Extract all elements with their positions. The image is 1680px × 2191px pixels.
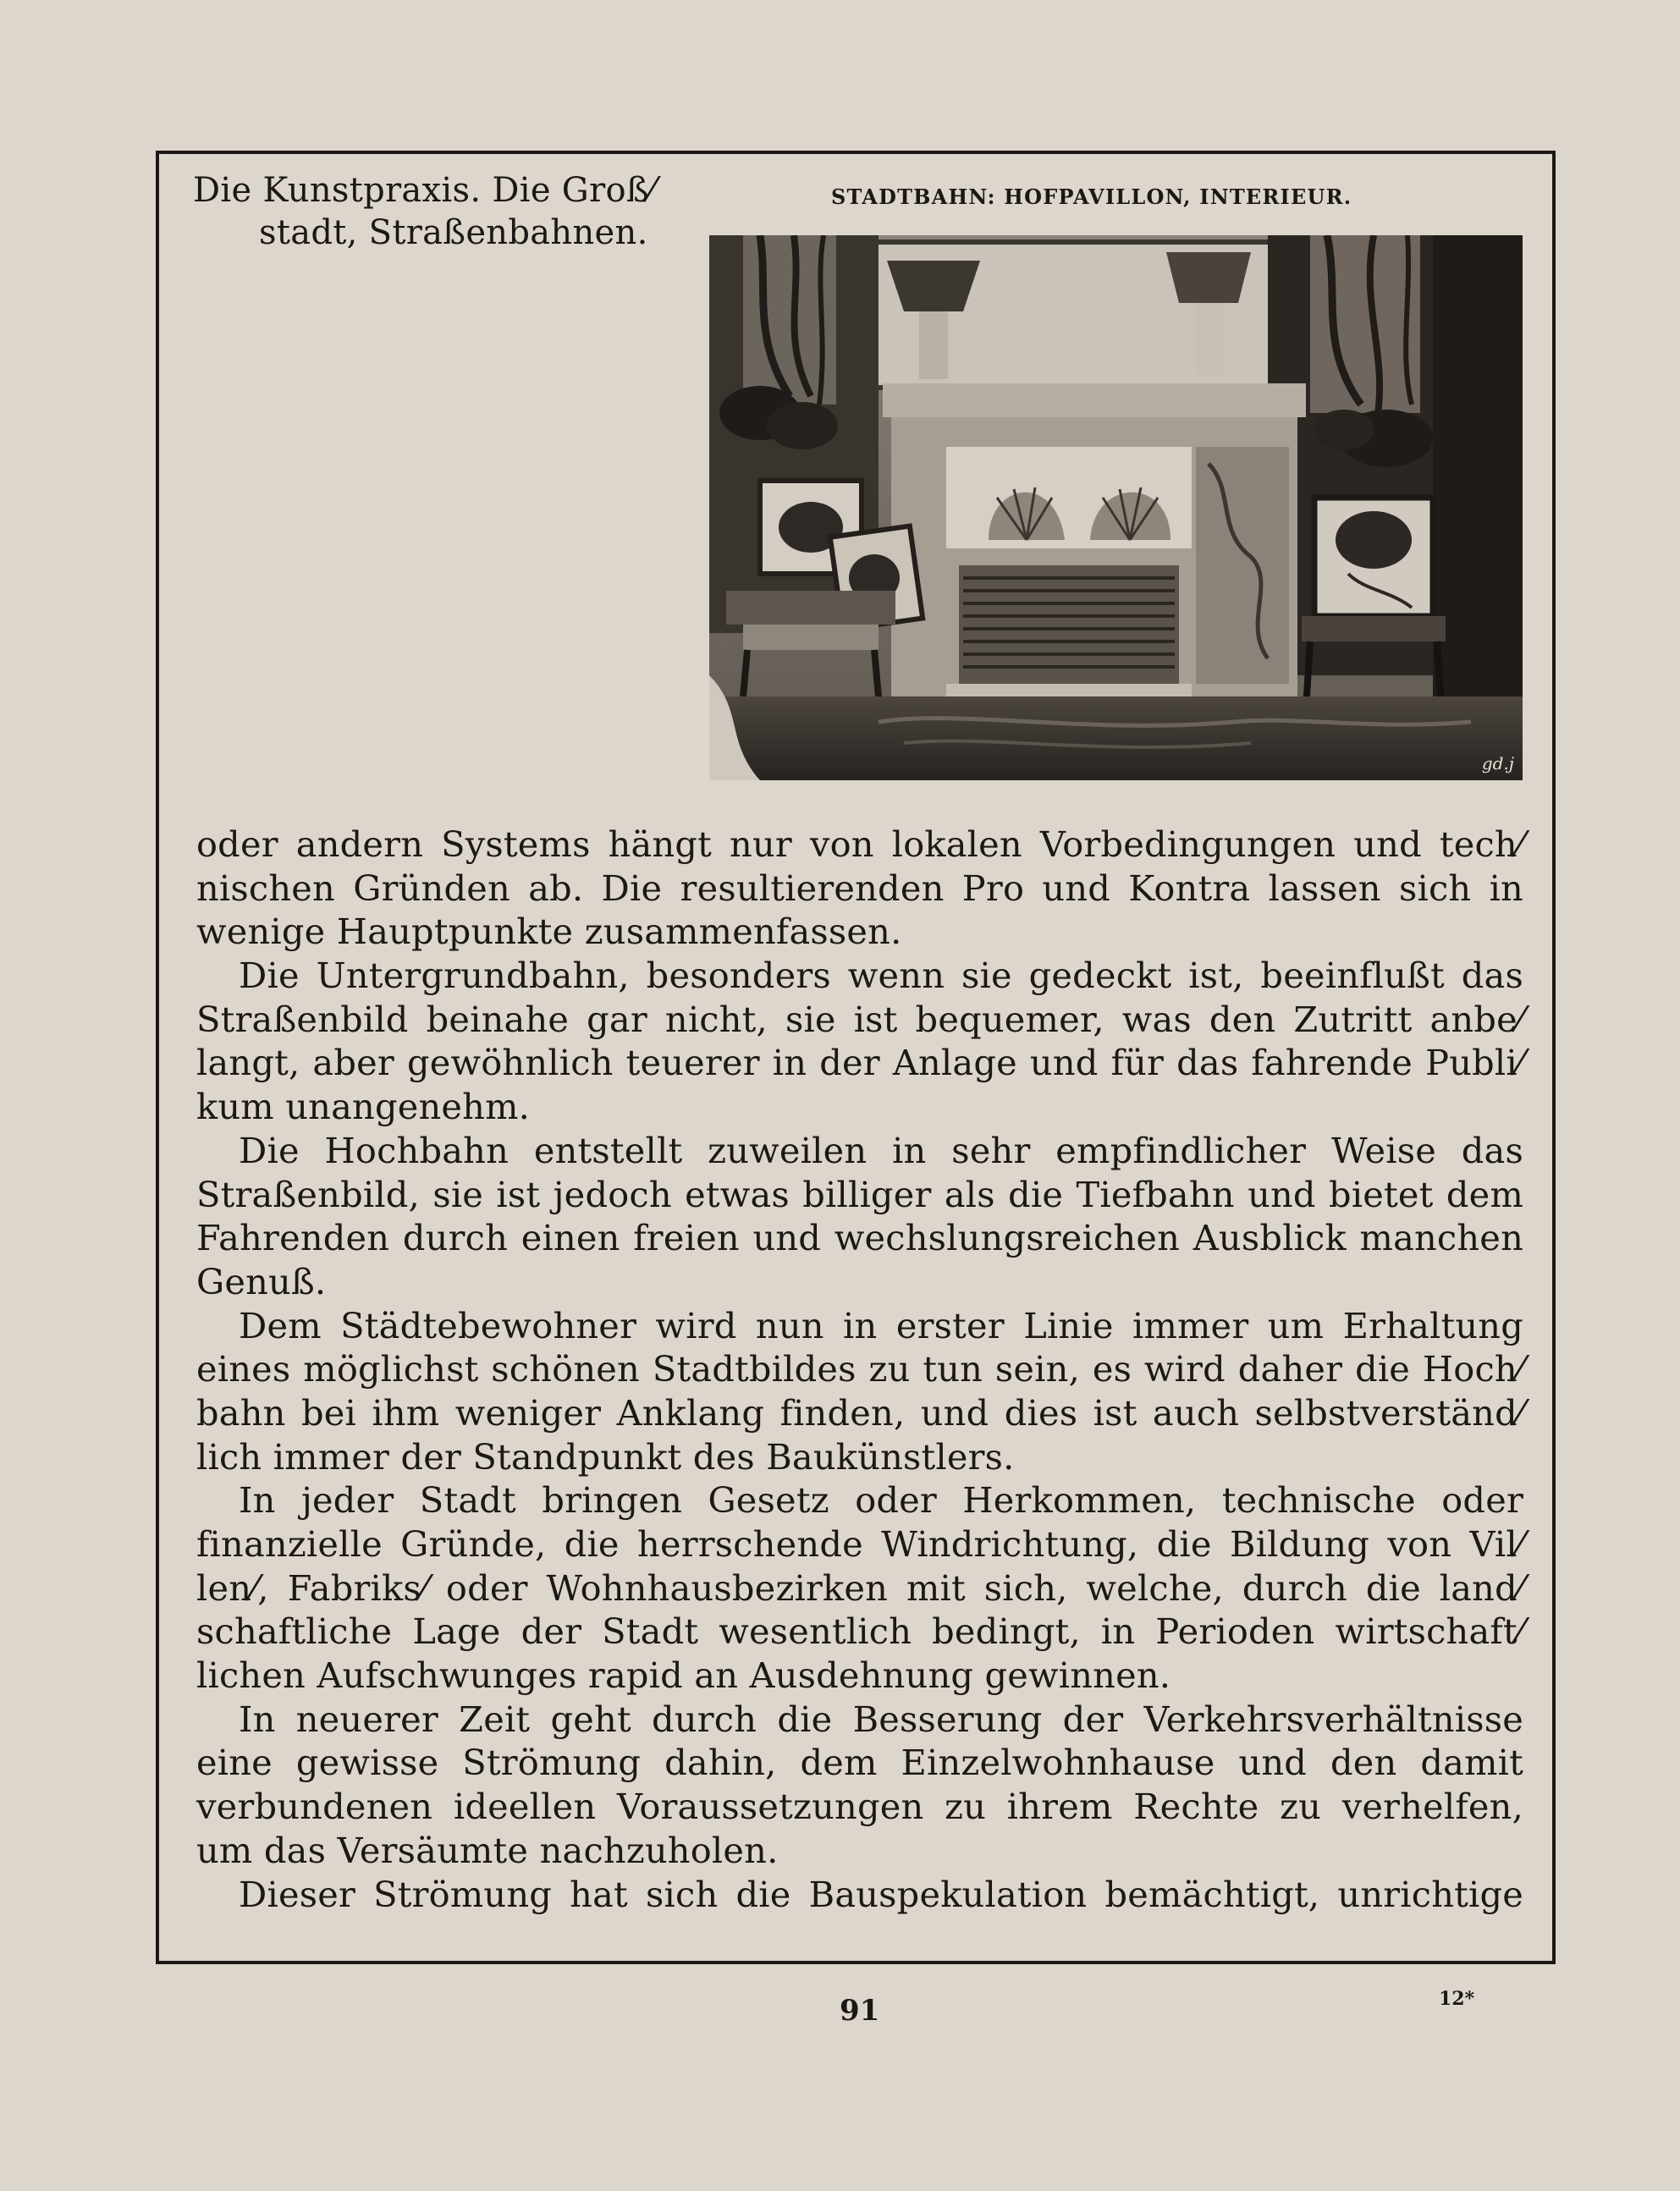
body-text-line: nischen Gründen ab. Die resultierenden Pro und Kontra lassen sich in (196, 867, 1523, 909)
body-text-line: verbundenen ideellen Voraussetzungen zu ihrem Rechte zu verhelfen, (196, 1786, 1523, 1828)
body-text-line: Straßenbild, sie ist jedoch etwas billiger als die Tiefbahn und bietet dem (196, 1173, 1523, 1215)
interior-photograph-drawing (709, 235, 1523, 780)
printer-signature-mark: 12* (1439, 1988, 1475, 2010)
body-text-line: eines möglichst schönen Stadtbildes zu tun sein, es wird daher die Hoch⁄ (196, 1348, 1523, 1390)
body-text-line: lichen Aufschwunges rapid an Ausdehnung gewinnen. (196, 1654, 1171, 1697)
body-text-line: eine gewisse Strömung dahin, dem Einzelwohnhause und den damit (196, 1742, 1523, 1784)
body-text-line: oder andern Systems hängt nur von lokalen Vorbedingungen und tech⁄ (196, 823, 1523, 865)
body-text-line: Dem Städtebewohner wird nun in erster Linie immer um Erhaltung (239, 1304, 1523, 1346)
page-number: 91 (840, 1994, 880, 2028)
body-text-line: schaftliche Lage der Stadt wesentlich bedingt, in Perioden wirtschaft⁄ (196, 1610, 1523, 1653)
body-text-line: len⁄, Fabriks⁄ oder Wohnhausbezirken mit sich, welche, durch die land⁄ (196, 1566, 1523, 1609)
body-text-line: In jeder Stadt bringen Gesetz oder Herkommen, technische oder (239, 1479, 1523, 1522)
body-text-line: Fahrenden durch einen freien und wechslungsreichen Ausblick manchen (196, 1217, 1523, 1259)
body-text (196, 823, 1523, 1916)
body-text-line: lich immer der Standpunkt des Baukünstlers. (196, 1435, 1015, 1478)
body-text-line: bahn bei ihm weniger Anklang finden, und dies ist auch selbstverständ⁄ (196, 1391, 1523, 1434)
body-text-line: Dieser Strömung hat sich die Bauspekulation bemächtigt, unrichtige (239, 1873, 1523, 1915)
body-text-line: wenige Hauptpunkte zusammenfassen. (196, 911, 902, 953)
body-text-line: In neuerer Zeit geht durch die Besserung der Verkehrsverhältnisse (239, 1698, 1523, 1740)
interior-photograph (709, 235, 1523, 780)
body-text-line: kum unangenehm. (196, 1086, 531, 1128)
margin-note (193, 169, 718, 254)
margin-note-line: Die Kunstpraxis. Die Groß⁄ (193, 171, 655, 210)
body-text-line: Die Hochbahn entstellt zuweilen in sehr empfindlicher Weise das (239, 1129, 1523, 1171)
body-text-line: finanzielle Gründe, die herrschende Windrichtung, die Bildung von Vil⁄ (196, 1523, 1523, 1565)
photograph-signature: gd.j (1481, 753, 1514, 773)
body-text-line: langt, aber gewöhnlich teuerer in der Anlage und für das fahrende Publi⁄ (196, 1042, 1523, 1084)
figure-caption: STADTBAHN: HOFPAVILLON, INTERIEUR. (831, 184, 1352, 209)
body-text-line: Straßenbild beinahe gar nicht, sie ist bequemer, was den Zutritt anbe⁄ (196, 998, 1523, 1040)
margin-note-line: stadt, Straßenbahnen. (259, 213, 648, 252)
body-text-line: Die Untergrundbahn, besonders wenn sie gedeckt ist, beeinflußt das (239, 955, 1523, 997)
body-text-line: Genuß. (196, 1260, 327, 1302)
body-text-line: um das Versäumte nachzuholen. (196, 1829, 779, 1871)
